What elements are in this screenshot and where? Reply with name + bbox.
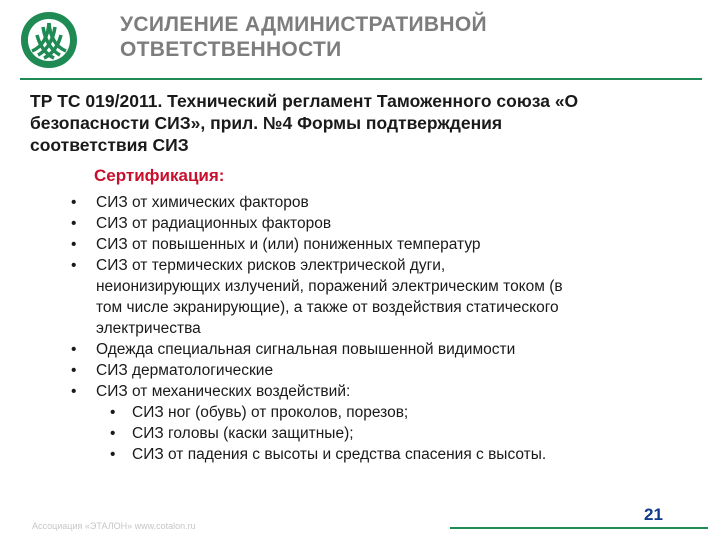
list-item-text: неионизирующих излучений, поражений электрическим током (в — [96, 278, 563, 295]
list-item-text: • СИЗ от химических факторов — [96, 194, 309, 211]
footer-text: Ассоциация «ЭТАЛОН» www.cotalon.ru — [32, 521, 196, 531]
sublist-item: • СИЗ головы (каски защитные); — [108, 423, 696, 444]
regulation-line: ТР ТС 019/2011. Технический регламент Таможенного союза «О — [30, 91, 579, 111]
page-title — [120, 12, 487, 62]
list-item — [66, 234, 696, 255]
regulation-reference — [30, 90, 700, 156]
list-item-text: • Одежда специальная сигнальная повышенной видимости — [96, 341, 516, 358]
list-item — [66, 255, 696, 339]
title-line: ОТВЕТСТВЕННОСТИ — [120, 38, 342, 61]
sublist-item: • СИЗ ног (обувь) от проколов, порезов; — [108, 402, 696, 423]
regulation-line: безопасности СИЗ», прил. №4 Формы подтверждения — [30, 113, 503, 133]
list-item-text: • СИЗ дерматологические — [96, 362, 274, 379]
sublist-item: • СИЗ от падения с высоты и средства спасения с высоты. — [108, 444, 696, 465]
list-item-text: • СИЗ от повышенных и (или) пониженных температур — [96, 236, 481, 253]
certification-list — [66, 192, 696, 465]
regulation-line: соответствия СИЗ — [30, 135, 189, 155]
page-number: 21 — [644, 505, 663, 524]
title-line: УСИЛЕНИЕ АДМИНИСТРАТИВНОЙ — [120, 13, 487, 36]
footer-divider — [450, 527, 708, 529]
list-item-text: • СИЗ от термических рисков электрической дуги, — [96, 257, 446, 274]
header-divider — [20, 78, 702, 80]
list-item — [66, 381, 696, 465]
organization-logo — [18, 9, 80, 71]
list-item — [66, 213, 696, 234]
list-item-text: • СИЗ от радиационных факторов — [96, 215, 332, 232]
list-item-text: том числе экранирующие), а также от воздействия статического — [96, 299, 559, 316]
list-item — [66, 339, 696, 360]
list-item-text: • СИЗ от механических воздействий: — [96, 383, 351, 400]
list-item — [66, 192, 696, 213]
section-heading: Сертификация: — [94, 166, 225, 185]
list-item — [66, 360, 696, 381]
list-item-text: электричества — [96, 320, 201, 337]
sublist — [96, 402, 696, 465]
